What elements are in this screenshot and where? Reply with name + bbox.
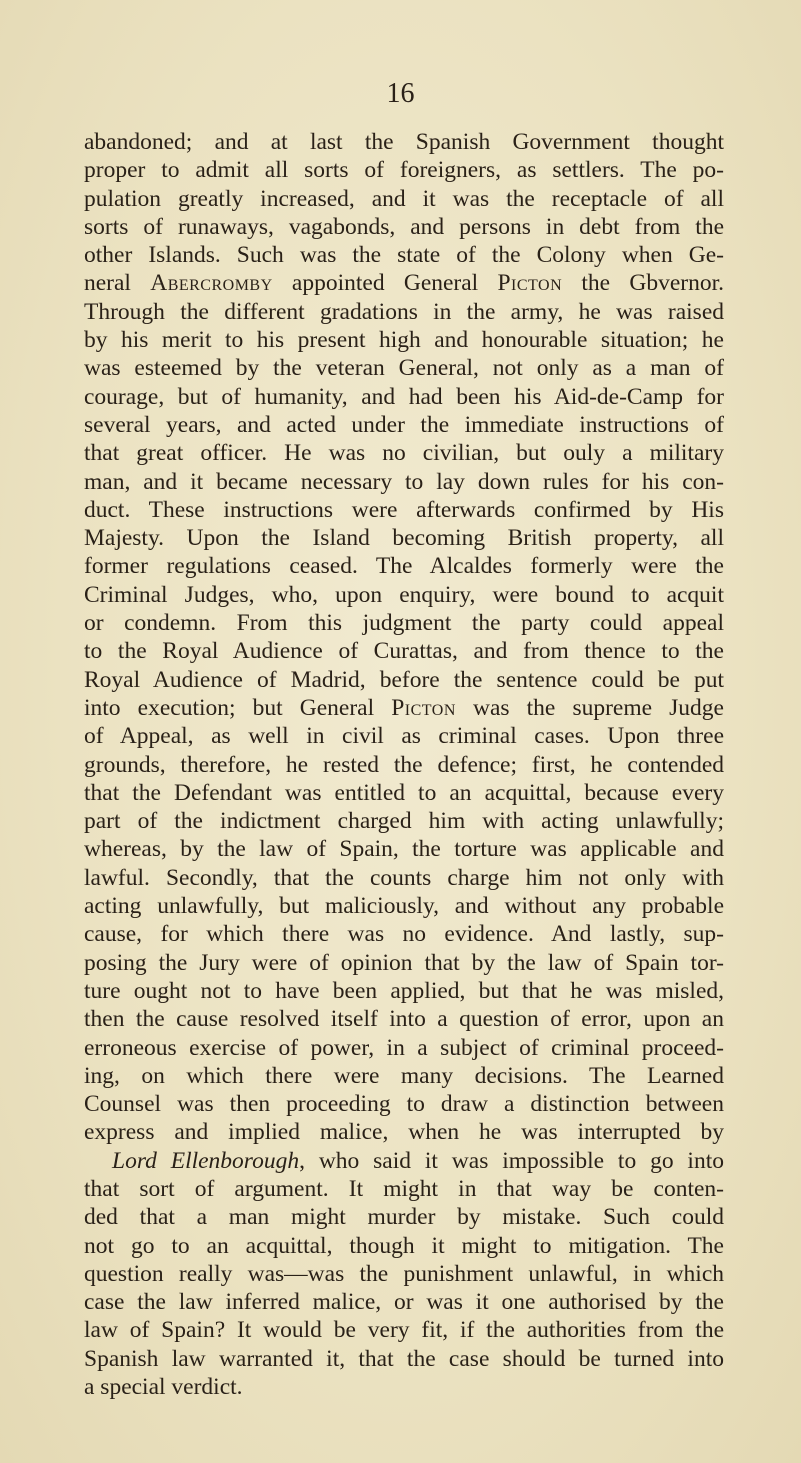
text-line: cause, for which there was no evidence. And lastly, sup-: [84, 921, 724, 948]
text-line: case the law inferred malice, or was it one authorised by the: [84, 1289, 724, 1316]
text-line: whereas, by the law of Spain, the torture was applicable and: [84, 836, 724, 863]
text-line: Majesty. Upon the Island becoming British property, all: [84, 525, 724, 552]
text-line: question really was—was the punishment unlawful, in which: [84, 1260, 724, 1287]
text-line: Lord Ellenborough, who said it was impossible to go into: [112, 1147, 724, 1174]
text-line: not go to an acquittal, though it might to mitigation. The: [84, 1232, 724, 1259]
text-line: of Appeal, as well in civil as criminal cases. Upon three: [84, 723, 724, 750]
text-line: former regulations ceased. The Alcaldes formerly were the: [84, 553, 724, 580]
text-line: Spanish law warranted it, that the case should be turned into: [84, 1345, 724, 1372]
text-line: proper to admit all sorts of foreigners, as settlers. The po-: [84, 157, 724, 184]
text-line: acting unlawfully, but maliciously, and without any probable: [84, 893, 724, 920]
text-line: or condemn. From this judgment the party could appeal: [84, 610, 724, 637]
text-line: lawful. Secondly, that the counts charge him not only with: [84, 864, 724, 891]
text-line: a special verdict.: [84, 1374, 243, 1401]
text-line: to the Royal Audience of Curattas, and from thence to the: [84, 638, 724, 665]
text-line: courage, but of humanity, and had been his Aid-de-Camp for: [84, 383, 724, 410]
text-line: that the Defendant was entitled to an acquittal, because every: [84, 779, 724, 806]
text-line: law of Spain? It would be very fit, if the authorities from the: [84, 1317, 724, 1344]
text-line: that great officer. He was no civilian, but ouly a military: [84, 440, 724, 467]
text-line: Counsel was then proceeding to draw a distinction between: [84, 1091, 724, 1118]
text-line: sorts of runaways, vagabonds, and persons in debt from the: [84, 213, 724, 240]
text-line: ing, on which there were many decisions. The Learned: [84, 1062, 724, 1089]
body-text: [84, 128, 724, 1401]
text-line: Royal Audience of Madrid, before the sentence could be put: [84, 666, 724, 693]
text-line: ded that a man might murder by mistake. Such could: [84, 1204, 724, 1231]
text-line: into execution; but General Picton was the supreme Judge: [84, 694, 724, 721]
text-line: several years, and acted under the immediate instructions of: [84, 411, 724, 438]
text-line: express and implied malice, when he was interrupted by: [84, 1119, 724, 1146]
text-line: man, and it became necessary to lay down rules for his con-: [84, 468, 724, 495]
text-line: ture ought not to have been applied, but that he was misled,: [84, 977, 724, 1004]
text-line: part of the indictment charged him with acting unlawfully;: [84, 808, 724, 835]
text-line: abandoned; and at last the Spanish Government thought: [84, 129, 724, 155]
text-line: pulation greatly increased, and it was the receptacle of all: [84, 185, 724, 212]
text-line: neral Abercromby appointed General Picton the Gbvernor.: [84, 270, 724, 297]
text-line: grounds, therefore, he rested the defence; first, he contended: [84, 751, 724, 778]
text-line: posing the Jury were of opinion that by the law of Spain tor-: [84, 949, 724, 976]
text-line: Through the different gradations in the army, he was raised: [84, 298, 724, 325]
page-number: 16: [386, 78, 415, 109]
text-line: Criminal Judges, who, upon enquiry, were bound to acquit: [84, 581, 724, 608]
text-line: other Islands. Such was the state of the Colony when Ge-: [84, 242, 724, 269]
text-line: then the cause resolved itself into a question of error, upon an: [84, 1006, 724, 1033]
text-line: was esteemed by the veteran General, not only as a man of: [84, 355, 724, 382]
text-line: erroneous exercise of power, in a subject of criminal proceed-: [84, 1034, 724, 1061]
text-line: duct. These instructions were afterwards confirmed by His: [84, 496, 724, 523]
text-line: that sort of argument. It might in that way be conten-: [84, 1175, 724, 1202]
text-line: by his merit to his present high and honourable situation; he: [84, 327, 724, 354]
